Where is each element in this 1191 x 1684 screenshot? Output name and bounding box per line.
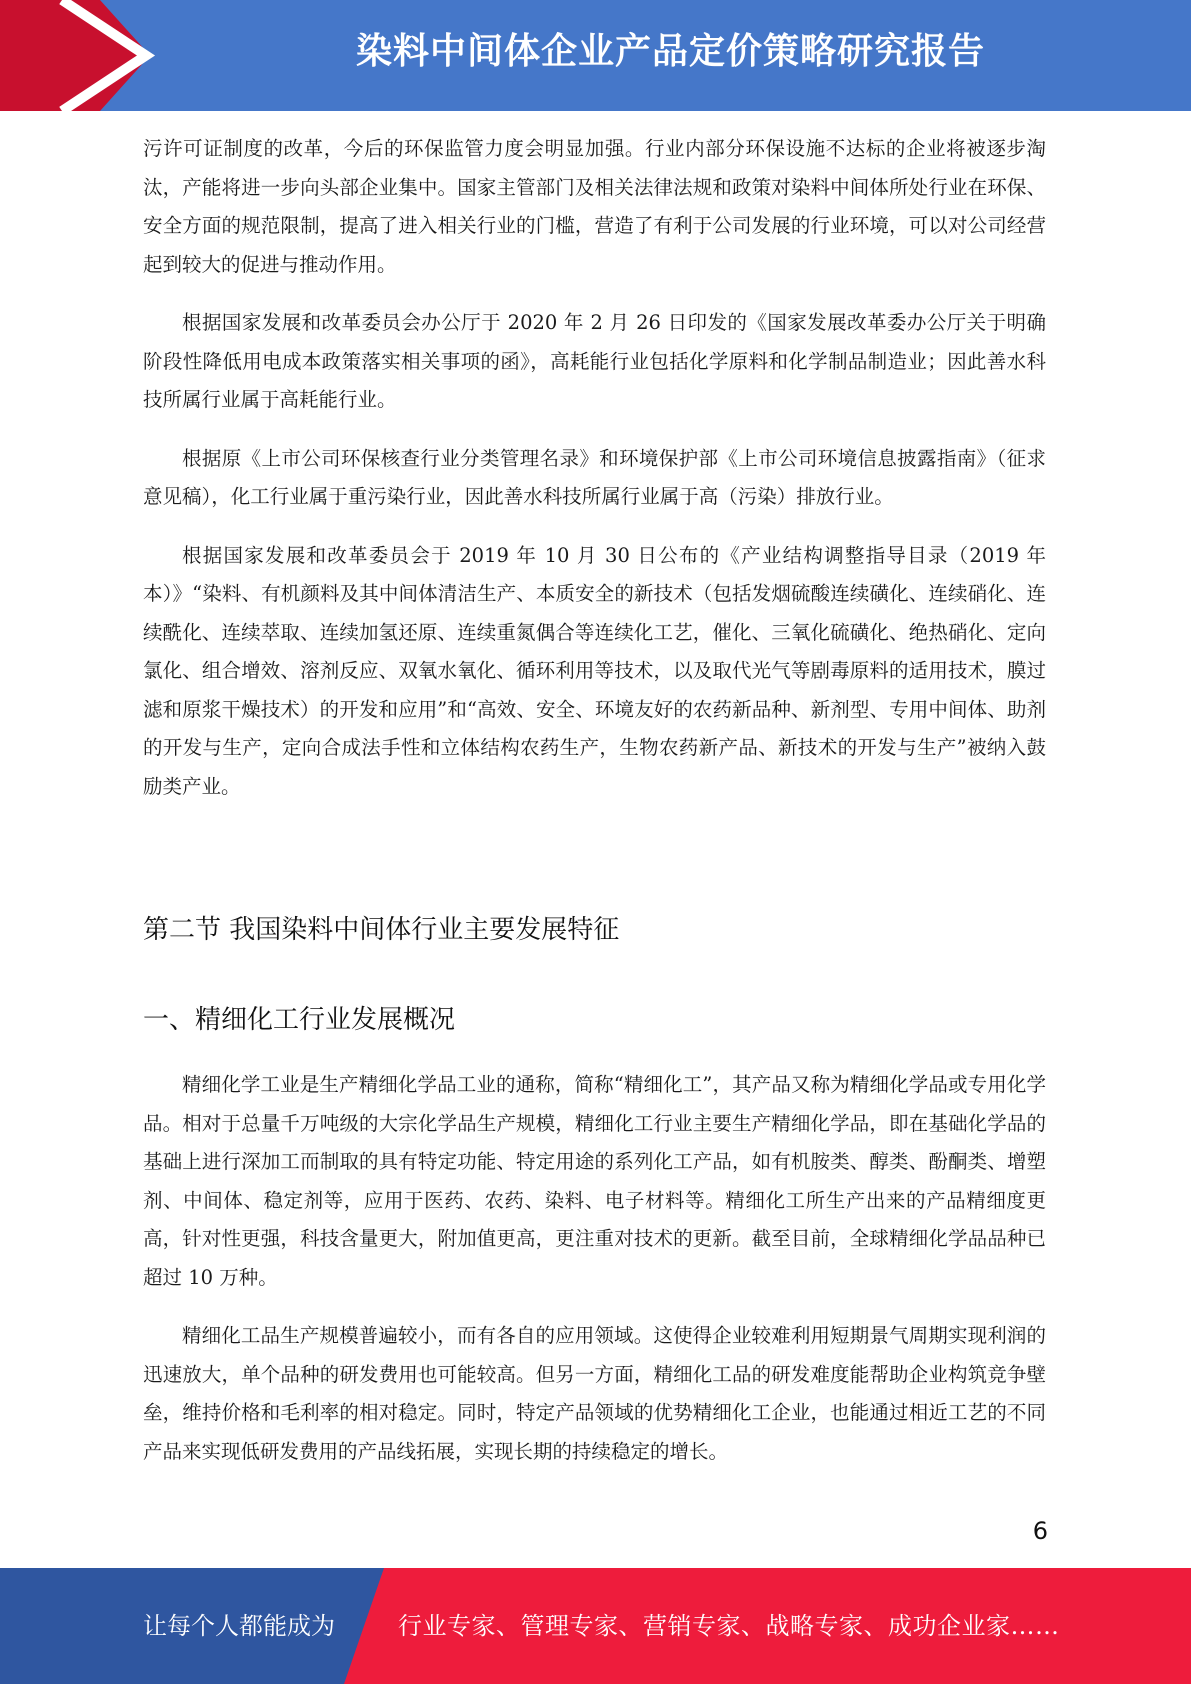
paragraph-5: 精细化学工业是生产精细化学品工业的通称，简称“精细化工”，其产品又称为精细化学品或专用化学品。相对于总量千万吨级的大宗化学品生产规模，精细化工行业主要生产精细化学品，即在基础化学品的基础上进行深加工而制取的具有特定功能、特定用途的系列化工产品，如有机胺类、醇类、酚酮类、增塑剂、中间体、稳定剂等，应用于医药、农药、染料、电子材料等。精细化工所生产出来的产品精细度更高，针对性更强，科技含量更大，附加值更高，更注重对技术的更新。截至目前，全球精细化学品品种已超过 10 万种。 bbox=[143, 1073, 1046, 1289]
paragraph-3: 根据原《上市公司环保核查行业分类管理名录》和环境保护部《上市公司环境信息披露指南》（征求意见稿），化工行业属于重污染行业，因此善水科技所属行业属于高（污染）排放行业。 bbox=[143, 446, 1046, 508]
page-footer bbox=[0, 1568, 1191, 1684]
subsection-heading: 一、精细化工行业发展概况 bbox=[143, 1005, 456, 1035]
page-number: 6 bbox=[1032, 1517, 1048, 1545]
paragraph-6: 精细化工品生产规模普遍较小，而有各自的应用领域。这使得企业较难利用短期景气周期实现利润的迅速放大，单个品种的研发费用也可能较高。但另一方面，精细化工品的研发难度能帮助企业构筑竞争壁垒，维持价格和毛利率的相对稳定。同时，特定产品领域的优势精细化工企业，也能通过相近工艺的不同产品来实现低研发费用的产品线拓展，实现长期的持续稳定的增长。 bbox=[143, 1324, 1046, 1463]
paragraph-1: 污许可证制度的改革，今后的环保监管力度会明显加强。行业内部分环保设施不达标的企业将被逐步淘汰，产能将进一步向头部企业集中。国家主管部门及相关法律法规和政策对染料中间体所处行业在环保、安全方面的规范限制，提高了进入相关行业的门槛，营造了有利于公司发展的行业环境，可以对公司经营起到较大的促进与推动作用。 bbox=[143, 137, 1046, 276]
header-arrow-icon bbox=[0, 0, 160, 111]
page-header bbox=[0, 0, 1191, 111]
footer-slogan-right: 行业专家、管理专家、营销专家、战略专家、成功企业家…… bbox=[398, 1612, 1060, 1640]
document-body bbox=[143, 130, 1046, 1471]
footer-slogan-left: 让每个人都能成为 bbox=[143, 1612, 335, 1640]
report-title: 染料中间体企业产品定价策略研究报告 bbox=[355, 31, 985, 72]
section-heading: 第二节 我国染料中间体行业主要发展特征 bbox=[143, 915, 620, 945]
paragraph-2: 根据国家发展和改革委员会办公厅于 2020 年 2 月 26 日印发的《国家发展改革委办公厅关于明确阶段性降低用电成本政策落实相关事项的函》，高耗能行业包括化学原料和化学制品制造业；因此善水科技所属行业属于高耗能行业。 bbox=[143, 311, 1046, 411]
paragraph-4: 根据国家发展和改革委员会于 2019 年 10 月 30 日公布的《产业结构调整指导目录（2019 年本）》“染料、有机颜料及其中间体清洁生产、本质安全的新技术（包括发烟硫酸连续磺化、连续硝化、连续酰化、连续萃取、连续加氢还原、连续重氮偶合等连续化工艺，催化、三氧化硫磺化、绝热硝化、定向氯化、组合增效、溶剂反应、双氧水氧化、循环利用等技术，以及取代光气等剧毒原料的适用技术，膜过滤和原浆干燥技术）的开发和应用”和“高效、安全、环境友好的农药新品种、新剂型、专用中间体、助剂的开发与生产，定向合成法手性和立体结构农药生产，生物农药新产品、新技术的开发与生产”被纳入鼓励类产业。 bbox=[143, 543, 1046, 798]
